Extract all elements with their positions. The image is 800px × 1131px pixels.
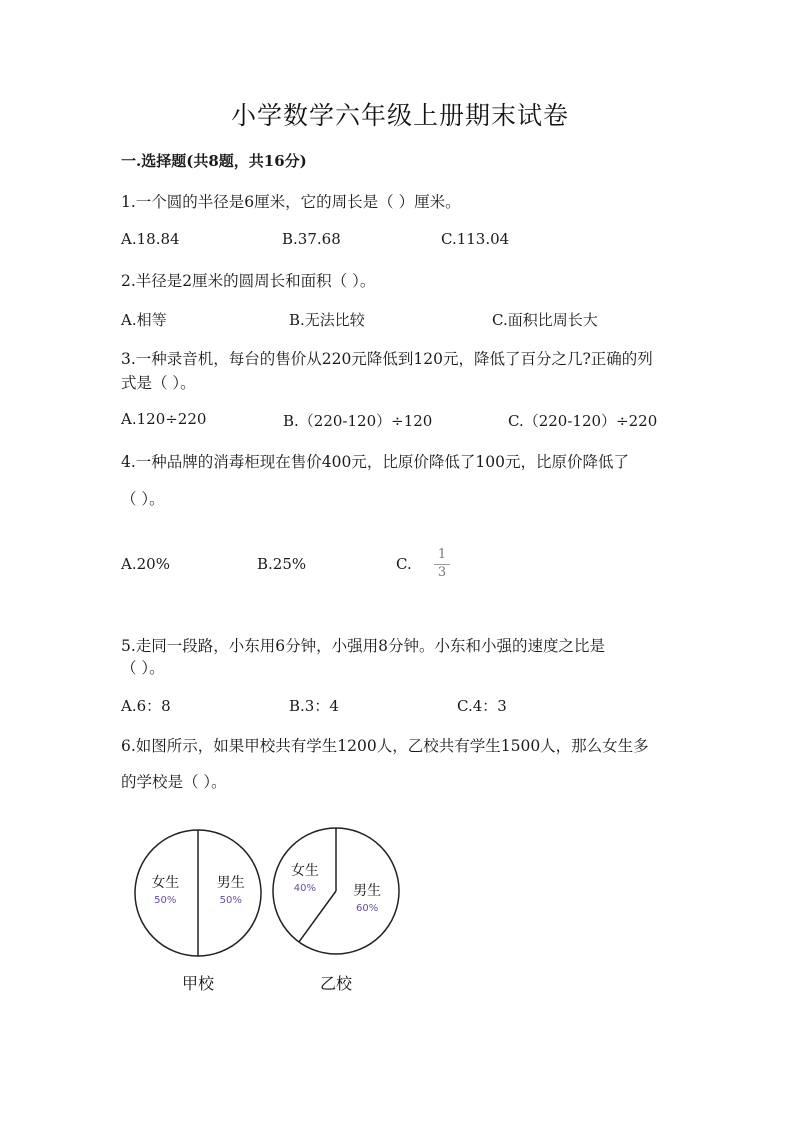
question-3-option-b: B.（220-120）÷120 xyxy=(283,412,433,430)
pie-2-slice-2-label: 男生 xyxy=(353,883,382,900)
question-2-stem: 2.半径是2厘米的圆周长和面积（ ）。 xyxy=(121,272,376,290)
section-heading: 一.选择题(共8题，共16分) xyxy=(121,152,307,170)
question-4-option-c: C. xyxy=(396,555,412,573)
pie-1-slice-1-label: 女生 xyxy=(151,875,180,891)
pie-1-slice-1-percent: 50% xyxy=(154,895,177,906)
pie-2-slice-1-label: 女生 xyxy=(290,862,319,879)
pie-2-divider-2 xyxy=(299,891,336,942)
pie-2-slice-1-percent: 40% xyxy=(293,882,316,894)
pie-1-caption: 甲校 xyxy=(181,974,215,993)
question-2-option-a: A.相等 xyxy=(121,311,167,329)
question-5-option-c: C.4：3 xyxy=(457,697,507,715)
question-4-stem-line-2: （ ）。 xyxy=(121,490,165,508)
question-1-option-c: C.113.04 xyxy=(441,230,510,248)
question-5-option-a: A.6：8 xyxy=(121,697,171,715)
question-1-option-a: A.18.84 xyxy=(121,230,180,248)
pie-1-slice-2-label: 男生 xyxy=(216,875,245,891)
question-4-stem-line-1: 4.一种品牌的消毒柜现在售价400元，比原价降低了100元，比原价降低了 xyxy=(121,453,629,471)
question-1-option-b: B.37.68 xyxy=(282,230,341,248)
pie-1-slice-2-percent: 50% xyxy=(219,895,242,906)
fraction-denominator: 3 xyxy=(437,565,447,580)
pie-2-caption: 乙校 xyxy=(319,974,353,993)
question-5-stem-line-1: 5.走同一段路，小东用6分钟，小强用8分钟。小东和小强的速度之比是 xyxy=(121,637,606,655)
fraction-numerator: 1 xyxy=(437,547,447,562)
question-3-option-a: A.120÷220 xyxy=(121,410,207,428)
question-1-stem: 1.一个圆的半径是6厘米，它的周长是（ ）厘米。 xyxy=(121,193,461,211)
question-3-option-c: C.（220-120）÷220 xyxy=(508,412,658,430)
pie-2-slice-2-percent: 60% xyxy=(356,903,379,915)
question-2-option-b: B.无法比较 xyxy=(289,311,365,329)
question-3-stem-line-2: 式是（ ）。 xyxy=(121,374,196,392)
question-4-option-a: A.20% xyxy=(121,555,170,573)
question-2-option-c: C.面积比周长大 xyxy=(492,311,598,329)
question-4-option-b: B.25% xyxy=(257,555,307,573)
question-6-stem-line-1: 6.如图所示，如果甲校共有学生1200人，乙校共有学生1500人，那么女生多 xyxy=(121,737,649,755)
question-5-option-b: B.3：4 xyxy=(289,697,339,715)
question-6-stem-line-2: 的学校是（ ）。 xyxy=(121,773,227,791)
page-title: 小学数学六年级上册期末试卷 xyxy=(230,101,569,130)
fraction-one-third xyxy=(434,548,450,580)
pie-charts-figure xyxy=(125,822,425,1002)
question-3-stem-line-1: 3.一种录音机，每台的售价从220元降低到120元，降低了百分之几?正确的列 xyxy=(121,350,653,368)
question-5-stem-line-2: （ ）。 xyxy=(121,659,165,677)
